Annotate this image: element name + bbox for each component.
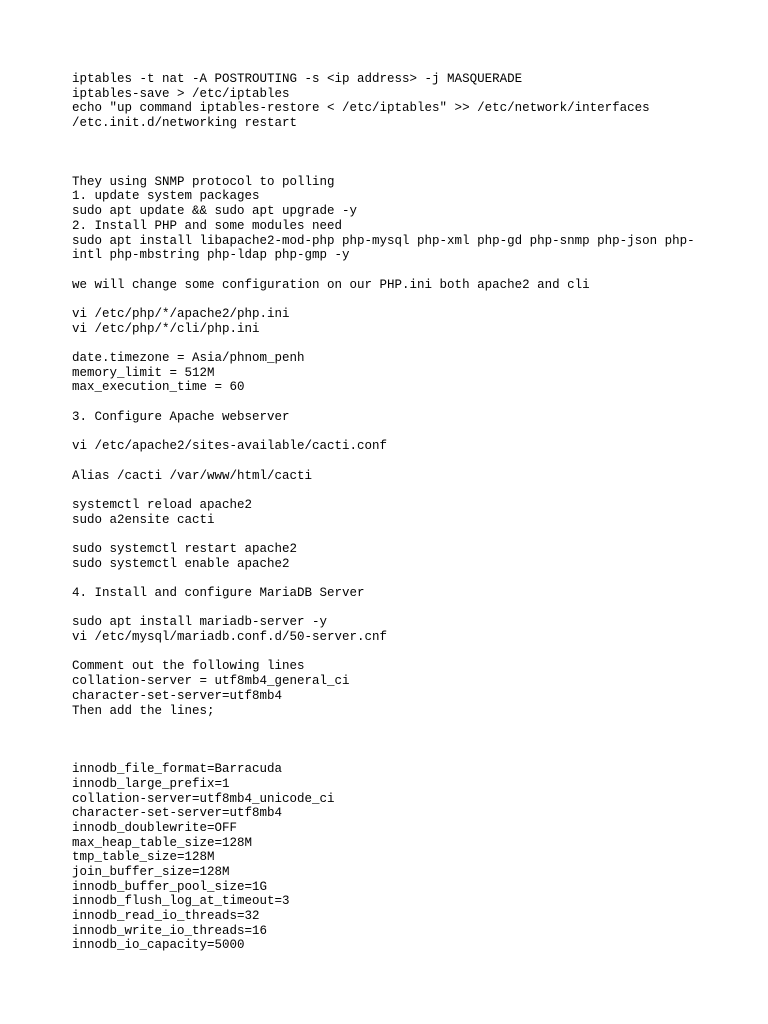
alias-block [72, 469, 722, 484]
spacer [72, 527, 722, 542]
phpini-note-block [72, 278, 722, 293]
text-line: join_buffer_size=128M [72, 865, 230, 879]
text-line: innodb_flush_log_at_timeout=3 [72, 894, 290, 909]
spacer [72, 336, 722, 351]
text-line: iptables-save > /etc/iptables [72, 86, 290, 101]
text-line: innodb_large_prefix=1 [72, 776, 230, 791]
text-line: date.timezone = Asia/phnom_penh [72, 351, 305, 365]
section-heading: 3. Configure Apache webserver [72, 409, 290, 424]
text-line: tmp_table_size=128M [72, 850, 215, 865]
comment-out-block [72, 659, 722, 718]
text-line: sudo a2ensite cacti [72, 512, 215, 527]
apache-heading-block [72, 410, 722, 425]
text-line: character-set-server=utf8mb4 [72, 806, 283, 821]
document-body [72, 72, 722, 953]
innodb-settings-block [72, 762, 722, 953]
text-line: Alias /cacti /var/www/html/cacti [72, 468, 313, 483]
spacer [72, 645, 722, 660]
text-line: sudo apt update && sudo apt upgrade -y [72, 204, 358, 219]
text-line: memory_limit = 512M [72, 365, 215, 380]
spacer [72, 424, 722, 439]
text-line: They using SNMP protocol to polling [72, 174, 335, 189]
text-line: 1. update system packages [72, 189, 260, 204]
text-line: sudo systemctl enable apache2 [72, 556, 290, 571]
vi-cacti-conf-block [72, 439, 722, 454]
text-line: vi /etc/php/*/cli/php.ini [72, 321, 260, 336]
text-line: innodb_write_io_threads=16 [72, 923, 268, 938]
text-line: sudo apt install mariadb-server -y [72, 615, 328, 630]
text-line: sudo systemctl restart apache2 [72, 541, 298, 556]
text-line: echo "up command iptables-restore < /etc/iptables" >> /etc/network/interfaces [72, 101, 650, 116]
iptables-block [72, 72, 722, 131]
text-line: /etc.init.d/networking restart [72, 116, 298, 131]
vi-phpini-block [72, 307, 722, 336]
spacer [72, 454, 722, 469]
text-line: innodb_file_format=Barracuda [72, 762, 283, 777]
restart-block [72, 542, 722, 571]
text-line: innodb_read_io_threads=32 [72, 909, 260, 924]
text-line: innodb_doublewrite=OFF [72, 820, 238, 835]
intro-block [72, 175, 722, 263]
spacer [72, 395, 722, 410]
spacer [72, 263, 722, 278]
text-line: intl php-mbstring php-ldap php-gmp -y [72, 248, 350, 263]
section-heading: 4. Install and configure MariaDB Server [72, 586, 365, 600]
mariadb-install-block [72, 615, 722, 644]
text-line: vi /etc/php/*/apache2/php.ini [72, 306, 290, 321]
text-line: systemctl reload apache2 [72, 497, 253, 512]
text-line: we will change some configuration on our PHP.ini both apache2 and cli [72, 277, 590, 292]
spacer [72, 292, 722, 307]
spacer [72, 718, 722, 762]
reload-block [72, 498, 722, 527]
text-line: character-set-server=utf8mb4 [72, 688, 283, 703]
spacer [72, 483, 722, 498]
text-line: innodb_buffer_pool_size=1G [72, 879, 268, 894]
text-line: sudo apt install libapache2-mod-php php-mysql php-xml php-gd php-snmp php-json php- [72, 233, 695, 248]
spacer [72, 131, 722, 175]
text-line: innodb_io_capacity=5000 [72, 938, 245, 953]
text-line: vi /etc/apache2/sites-available/cacti.conf [72, 439, 388, 454]
text-line: vi /etc/mysql/mariadb.conf.d/50-server.cnf [72, 630, 388, 645]
text-line: collation-server = utf8mb4_general_ci [72, 674, 350, 689]
spacer [72, 571, 722, 586]
mariadb-heading-block [72, 586, 722, 601]
spacer [72, 601, 722, 616]
php-settings-block [72, 351, 722, 395]
text-line: iptables -t nat -A POSTROUTING -s <ip address> -j MASQUERADE [72, 72, 523, 86]
text-line: Comment out the following lines [72, 659, 305, 674]
text-line: Then add the lines; [72, 703, 215, 718]
text-line: max_heap_table_size=128M [72, 835, 253, 850]
text-line: max_execution_time = 60 [72, 380, 245, 395]
text-line: collation-server=utf8mb4_unicode_ci [72, 791, 335, 806]
text-line: 2. Install PHP and some modules need [72, 218, 343, 233]
